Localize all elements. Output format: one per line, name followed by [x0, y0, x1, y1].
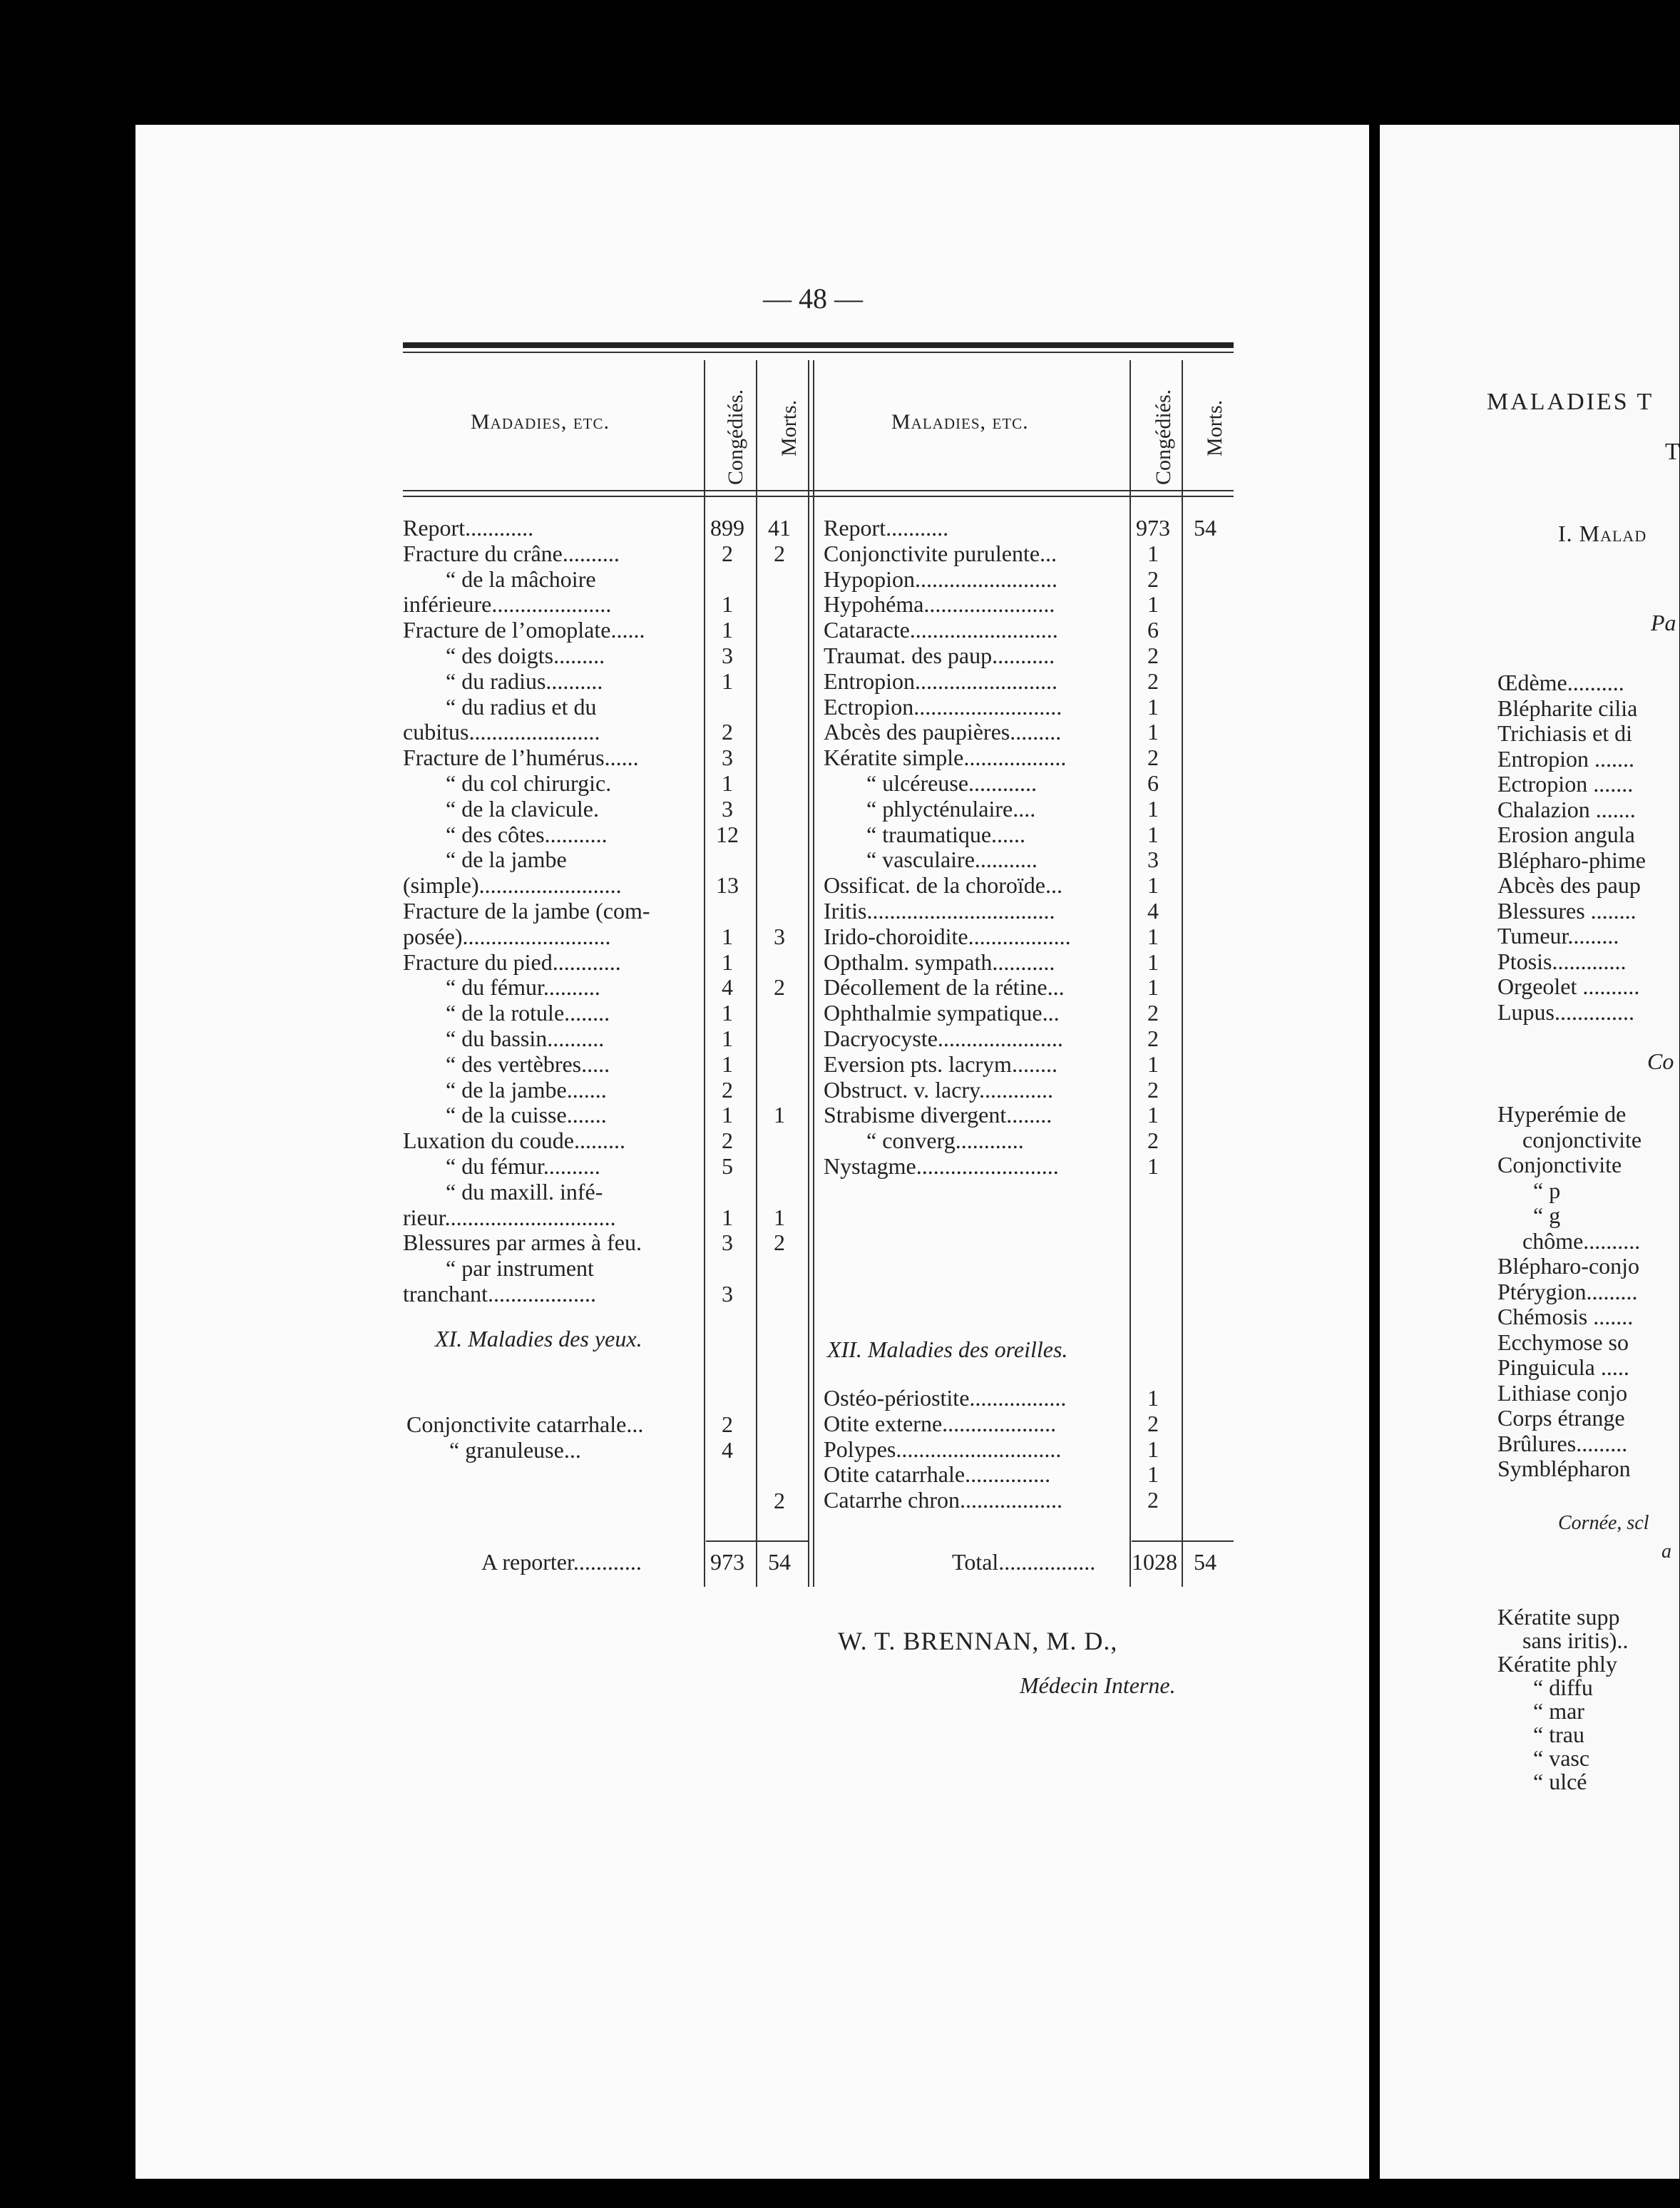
row-label: “ granuleuse... [449, 1436, 581, 1463]
next-list-item: Orgeolet .......... [1497, 973, 1640, 999]
total-congedies-left: 973 [710, 1549, 744, 1575]
next-list-item: Blépharo-conjo [1497, 1253, 1640, 1279]
row-label: Fracture du crâne.......... [403, 540, 620, 566]
row-label: Iritis................................. [824, 898, 1055, 924]
next-sub-1: Pa [1651, 610, 1676, 635]
row-label: (simple)......................... [403, 872, 622, 899]
row-label: Otite externe.................... [824, 1410, 1057, 1436]
next-list-item: Kératite phly [1497, 1651, 1617, 1677]
next-list-item: sans iritis).. [1522, 1627, 1629, 1653]
row-label: Cataracte.......................... [824, 617, 1058, 643]
row-label: “ phlycténulaire.... [866, 795, 1036, 822]
row-congedies: 1 [722, 591, 733, 618]
next-list-item: “ p [1533, 1177, 1561, 1203]
row-congedies: 1 [722, 1026, 733, 1051]
next-list-item: Blépharo-phime [1497, 847, 1646, 873]
header-rule [403, 490, 1234, 491]
row-label: Fracture de l’humérus...... [403, 745, 639, 771]
catarrhe-morts-left: 2 [774, 1488, 785, 1513]
row-label: Report........... [824, 515, 949, 541]
next-sub-3: Cornée, scl [1558, 1512, 1649, 1534]
row-label: “ du col chirurgic. [446, 770, 612, 796]
row-congedies: 13 [716, 872, 739, 899]
row-label: “ converg............ [866, 1128, 1024, 1154]
row-label: Opthalm. sympath........... [824, 949, 1055, 975]
row-congedies: 1 [1147, 872, 1159, 899]
next-list-item: Œdème.......... [1497, 670, 1624, 695]
col-rule [813, 360, 814, 1587]
row-label: “ du fémur.......... [446, 1153, 600, 1179]
row-label: Catarrhe chron.................. [824, 1487, 1063, 1513]
total-label-left: A reporter............ [481, 1549, 642, 1575]
next-list-item: Ecchymose so [1497, 1329, 1629, 1355]
next-list-item: Conjonctivite [1497, 1152, 1622, 1177]
row-congedies: 2 [1147, 1410, 1159, 1436]
next-list-item: Ptosis............. [1497, 948, 1627, 974]
total-morts-right: 54 [1194, 1549, 1217, 1575]
row-label: Hypohéma....................... [824, 591, 1055, 618]
row-congedies: 1 [1147, 591, 1159, 618]
next-list-item: “ diffu [1533, 1675, 1593, 1700]
next-sub-2: Co [1647, 1048, 1674, 1074]
col-rule [808, 360, 809, 1587]
section-title-right: XII. Maladies des oreilles. [827, 1336, 1068, 1362]
row-label: posée).......................... [403, 923, 611, 949]
row-congedies: 3 [1147, 847, 1159, 873]
row-congedies: 1 [722, 617, 733, 643]
row-label: “ de la mâchoire [446, 566, 596, 592]
next-list-item: Symblépharon [1497, 1456, 1631, 1481]
row-label: Traumat. des paup........... [824, 643, 1055, 668]
row-label: “ des vertèbres..... [446, 1051, 610, 1077]
row-label: Otite catarrhale............... [824, 1461, 1051, 1488]
row-congedies: 1 [1147, 1153, 1159, 1179]
row-morts: 41 [768, 515, 791, 541]
col-rule [1182, 360, 1183, 1587]
row-label: Nystagme......................... [824, 1153, 1059, 1179]
row-congedies: 1 [1147, 795, 1159, 822]
row-label: “ de la cuisse....... [446, 1102, 607, 1128]
row-morts: 2 [774, 1230, 785, 1256]
row-congedies: 1 [722, 1000, 733, 1026]
next-list-item: Chémosis ....... [1497, 1304, 1634, 1329]
row-congedies: 1 [722, 668, 733, 694]
row-congedies: 2 [1147, 1026, 1159, 1051]
row-label: “ de la clavicule. [446, 795, 599, 822]
row-morts: 3 [774, 923, 785, 949]
row-congedies: 1 [722, 923, 733, 949]
row-label: “ de la jambe [446, 847, 567, 873]
row-label: “ du bassin.......... [446, 1026, 605, 1051]
total-congedies-right: 1028 [1132, 1549, 1177, 1575]
next-heading-1: MALADIES T [1487, 389, 1654, 415]
row-congedies: 3 [722, 1230, 733, 1256]
row-label: Fracture de l’omoplate...... [403, 617, 645, 643]
row-congedies: 1 [1147, 540, 1159, 566]
header-congedies-right: Congédiés. [1152, 389, 1175, 485]
row-congedies: 12 [716, 821, 739, 847]
next-list-item: “ mar [1533, 1698, 1584, 1724]
row-label: Décollement de la rétine... [824, 974, 1065, 1001]
row-congedies: 2 [1147, 1076, 1159, 1103]
row-label: Strabisme divergent........ [824, 1102, 1052, 1128]
row-label: Kératite simple.................. [824, 745, 1067, 771]
row-congedies: 3 [722, 745, 733, 771]
row-morts: 1 [774, 1204, 785, 1230]
next-list-item: “ vasc [1533, 1745, 1590, 1771]
row-label: Ophthalmie sympatique... [824, 1000, 1060, 1026]
row-label: Blessures par armes à feu. [403, 1230, 642, 1256]
row-label: “ par instrument [446, 1255, 594, 1282]
row-congedies: 1 [722, 1102, 733, 1128]
row-congedies: 5 [722, 1153, 733, 1179]
row-congedies: 1 [1147, 1385, 1159, 1411]
row-label: Report............ [403, 515, 534, 541]
row-congedies: 2 [1147, 643, 1159, 668]
row-label: Ostéo-périostite................. [824, 1385, 1067, 1411]
row-label: “ de la jambe....... [446, 1076, 607, 1103]
section-title-left: XI. Maladies des yeux. [435, 1326, 642, 1351]
row-label: “ ulcéreuse............ [866, 770, 1038, 796]
row-congedies: 2 [1147, 1128, 1159, 1154]
row-congedies: 1 [1147, 821, 1159, 847]
next-list-item: Ectropion ....... [1497, 771, 1634, 797]
header-congedies-left: Congédiés. [724, 389, 747, 485]
next-list-item: Blépharite cilia [1497, 695, 1638, 721]
row-label: Entropion......................... [824, 668, 1057, 694]
row-congedies: 1 [722, 1204, 733, 1230]
next-list-item: Ptérygion......... [1497, 1278, 1638, 1304]
total-label-right: Total................. [952, 1549, 1096, 1575]
col-rule [1130, 360, 1131, 1587]
total-rule-right [1132, 1540, 1234, 1542]
signature-name: W. T. BRENNAN, M. D., [838, 1627, 1118, 1655]
row-label: Abcès des paupières......... [824, 719, 1062, 745]
row-label: “ des côtes........... [446, 821, 608, 847]
row-congedies: 2 [722, 1411, 733, 1437]
next-list-item: “ ulcé [1533, 1769, 1587, 1794]
signature-title: Médecin Interne. [1020, 1672, 1176, 1698]
row-label: “ de la rotule........ [446, 1000, 610, 1026]
next-list-item: Erosion angula [1497, 822, 1635, 847]
next-list-item: Brûlures......... [1497, 1430, 1628, 1456]
row-congedies: 3 [722, 1281, 733, 1307]
row-label: Conjonctivite purulente... [824, 540, 1057, 566]
row-congedies: 6 [1147, 770, 1159, 796]
col-rule [756, 360, 757, 1587]
row-label: “ vasculaire........... [866, 847, 1038, 873]
row-congedies: 3 [722, 795, 733, 822]
row-label: “ du radius et du [446, 693, 597, 720]
row-label: Fracture du pied............ [403, 949, 621, 975]
row-congedies: 1 [1147, 693, 1159, 720]
left-page [135, 125, 1369, 2179]
row-label: Luxation du coude......... [403, 1128, 625, 1154]
next-list-item: chôme.......... [1522, 1227, 1641, 1254]
header-morts-right: Morts. [1203, 399, 1226, 456]
row-congedies: 899 [710, 515, 744, 541]
header-morts-left: Morts. [777, 399, 801, 456]
next-list-item: Entropion ....... [1497, 745, 1634, 772]
next-list-item: Chalazion ....... [1497, 796, 1636, 822]
total-morts-left: 54 [768, 1549, 791, 1575]
row-label: Eversion pts. lacrym........ [824, 1051, 1057, 1077]
row-congedies: 4 [722, 974, 733, 1001]
top-rule [403, 342, 1234, 348]
next-list-item: Tumeur......... [1497, 923, 1619, 949]
header-rule-2 [403, 496, 1234, 497]
next-list-item: Abcès des paup [1497, 872, 1641, 898]
next-list-item: Hyperémie de [1497, 1101, 1627, 1127]
row-label: “ du radius.......... [446, 668, 603, 694]
row-label: Polypes............................. [824, 1436, 1062, 1462]
row-label: inférieure..................... [403, 591, 612, 618]
row-congedies: 2 [722, 540, 733, 566]
row-congedies: 6 [1147, 617, 1159, 643]
next-list-item: Blessures ........ [1497, 897, 1637, 924]
row-morts: 1 [774, 1102, 785, 1128]
row-congedies: 2 [1147, 1487, 1159, 1513]
row-congedies: 3 [722, 643, 733, 668]
row-congedies: 1 [1147, 974, 1159, 1001]
row-label: Fracture de la jambe (com- [403, 898, 650, 924]
row-label: “ du maxill. infé- [446, 1178, 603, 1205]
row-label: Hypopion......................... [824, 566, 1057, 592]
row-congedies: 1 [722, 770, 733, 796]
row-label: “ du fémur.......... [446, 974, 600, 1001]
row-label: cubitus....................... [403, 719, 600, 745]
right-page [1380, 125, 1679, 2179]
row-congedies: 1 [1147, 949, 1159, 975]
col-rule [704, 360, 705, 1587]
row-label: Conjonctivite catarrhale... [406, 1411, 644, 1437]
row-congedies: 2 [1147, 566, 1159, 592]
row-congedies: 1 [1147, 719, 1159, 745]
row-congedies: 4 [722, 1436, 733, 1463]
row-congedies: 1 [1147, 1102, 1159, 1128]
row-label: “ des doigts......... [446, 643, 605, 668]
row-congedies: 1 [1147, 923, 1159, 949]
row-congedies: 4 [1147, 898, 1159, 924]
row-morts: 2 [774, 974, 785, 1001]
row-morts: 54 [1194, 515, 1217, 541]
next-list-item: “ g [1533, 1202, 1561, 1228]
row-congedies: 1 [722, 949, 733, 975]
next-list-item: “ trau [1533, 1722, 1584, 1747]
page-number: — 48 — [763, 282, 863, 315]
next-list-item: Lithiase conjo [1497, 1379, 1628, 1406]
row-congedies: 2 [1147, 1000, 1159, 1026]
next-list-item: conjonctivite [1522, 1126, 1642, 1152]
next-section-1: I. Malad [1558, 521, 1647, 546]
row-congedies: 1 [1147, 1461, 1159, 1488]
next-list-item: Pinguicula ..... [1497, 1354, 1629, 1380]
row-label: rieur.............................. [403, 1204, 616, 1230]
next-heading-2: T [1665, 439, 1680, 465]
row-morts: 2 [774, 540, 785, 566]
next-list-item: Corps étrange [1497, 1405, 1625, 1431]
row-label: Ossificat. de la choroïde... [824, 872, 1062, 899]
next-list-item: Trichiasis et di [1497, 720, 1633, 746]
total-rule-left [706, 1540, 809, 1542]
row-congedies: 2 [1147, 745, 1159, 771]
header-maladies-right: Maladies, etc. [891, 410, 1029, 434]
row-label: Ectropion.......................... [824, 693, 1062, 720]
row-congedies: 2 [722, 1076, 733, 1103]
row-congedies: 1 [1147, 1051, 1159, 1077]
row-congedies: 2 [722, 1128, 733, 1154]
next-list-item: Kératite supp [1497, 1604, 1620, 1630]
top-rule-thin [403, 352, 1234, 353]
row-congedies: 973 [1136, 515, 1170, 541]
row-congedies: 1 [1147, 1436, 1159, 1462]
row-label: “ traumatique...... [866, 821, 1026, 847]
row-label: tranchant................... [403, 1281, 597, 1307]
row-congedies: 1 [722, 1051, 733, 1077]
next-list-item: Lupus.............. [1497, 998, 1634, 1025]
row-label: Obstruct. v. lacry............. [824, 1076, 1053, 1103]
row-label: Irido-choroidite.................. [824, 923, 1071, 949]
row-congedies: 2 [722, 719, 733, 745]
row-congedies: 2 [1147, 668, 1159, 694]
row-label: Dacryocyste...................... [824, 1026, 1063, 1051]
next-sub-3b: a [1661, 1540, 1671, 1563]
header-maladies-left: Madadies, etc. [471, 410, 610, 434]
